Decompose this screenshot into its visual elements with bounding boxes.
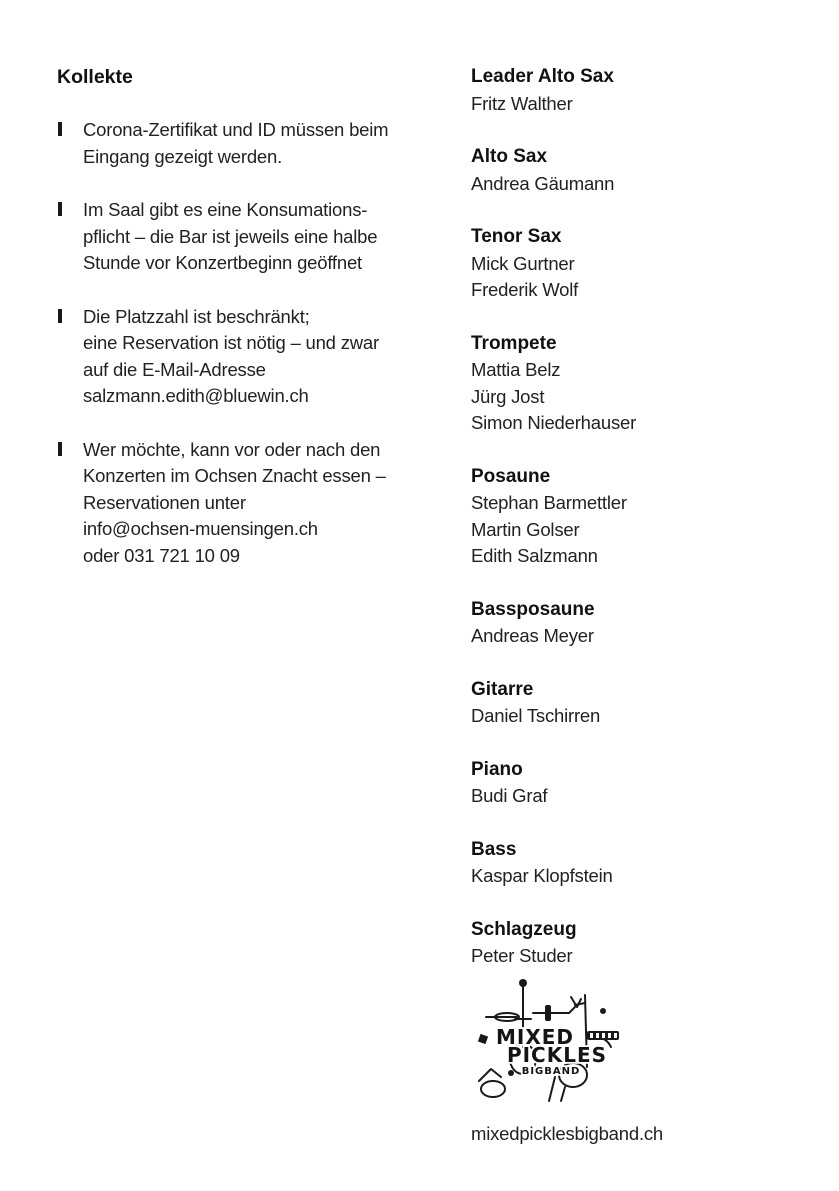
note-item (57, 304, 417, 410)
musician-name: Simon Niederhauser (471, 412, 637, 433)
band-lineup (471, 64, 811, 997)
musician-name: Mick Gurtner (471, 252, 575, 274)
logo-word-bigband: BIGBAND (521, 1066, 581, 1077)
band-logo (471, 977, 631, 1105)
instrument-name: Posaune (471, 465, 551, 487)
logo-word-mixed: MIXED (495, 1025, 575, 1049)
instrument-name: Schlagzeug (471, 918, 577, 940)
instrument-section (471, 677, 811, 730)
instrument-section (471, 464, 811, 570)
musician-name: Fritz Walther (471, 92, 573, 114)
musician-name: Andrea Gäumann (471, 172, 615, 194)
bullet-bar-icon (58, 122, 62, 136)
note-line: Wer möchte, kann vor oder nach den (83, 438, 381, 460)
note-line: Konzerten im Ochsen Znacht essen – (83, 465, 386, 486)
musician-name: Jürg Jost (471, 385, 545, 407)
instrument-section (471, 757, 811, 810)
instrument-section (471, 597, 811, 650)
bullet-bar-icon (58, 309, 62, 323)
musician-name: Stephan Barmettler (471, 492, 627, 513)
musician-name: Frederik Wolf (471, 279, 579, 300)
instrument-name: Alto Sax (471, 146, 548, 167)
note-line: salzmann.edith@bluewin.ch (83, 385, 309, 406)
musician-name: Andreas Meyer (471, 625, 594, 646)
note-line: Im Saal gibt es eine Konsumations- (83, 199, 368, 220)
note-line: oder 031 721 10 09 (83, 544, 240, 566)
bullet-bar-icon (58, 202, 62, 216)
instrument-name: Trompete (471, 332, 557, 354)
note-line: eine Reservation ist nötig – und zwar (83, 332, 379, 353)
instrument-name: Leader Alto Sax (471, 66, 614, 87)
note-line: info@ochsen-muensingen.ch (83, 518, 318, 539)
instrument-name: Gitarre (471, 678, 534, 700)
logo-word-pickles: PICKLES (506, 1043, 608, 1067)
instrument-section (471, 224, 811, 304)
note-line: Reservationen unter (83, 491, 246, 513)
mixed-pickles-logo-icon (471, 977, 631, 1105)
musician-name: Kaspar Klopfstein (471, 865, 613, 886)
info-column (57, 64, 417, 596)
instrument-name: Bass (471, 838, 517, 860)
note-line: auf die E-Mail-Adresse (83, 358, 266, 380)
note-item (57, 197, 417, 277)
musician-name: Daniel Tschirren (471, 705, 601, 726)
musician-name: Mattia Belz (471, 359, 561, 380)
website-link[interactable]: mixedpicklesbigband.ch (471, 1123, 664, 1144)
note-line: pflicht – die Bar ist jeweils eine halbe (83, 225, 378, 247)
note-line: Corona-Zertifikat und ID müssen beim (83, 119, 389, 140)
note-item (57, 117, 417, 170)
instrument-name: Tenor Sax (471, 226, 562, 247)
instrument-section (471, 917, 811, 970)
musician-name: Edith Salzmann (471, 545, 598, 566)
musician-name: Martin Golser (471, 518, 580, 540)
musician-name: Peter Studer (471, 945, 573, 966)
instrument-name: Piano (471, 758, 523, 780)
notes-list (57, 117, 417, 569)
bullet-bar-icon (58, 442, 62, 456)
instrument-section (471, 331, 811, 437)
kollekte-heading: Kollekte (57, 66, 133, 88)
instrument-name: Bassposaune (471, 598, 595, 620)
note-line: Die Platzzahl ist beschränkt; (83, 305, 310, 327)
note-line: Stunde vor Konzertbeginn geöffnet (83, 252, 362, 273)
instrument-section (471, 144, 811, 197)
note-item (57, 437, 417, 570)
instrument-section (471, 64, 811, 117)
musician-name: Budi Graf (471, 785, 548, 806)
instrument-section (471, 837, 811, 890)
note-line: Eingang gezeigt werden. (83, 145, 283, 167)
